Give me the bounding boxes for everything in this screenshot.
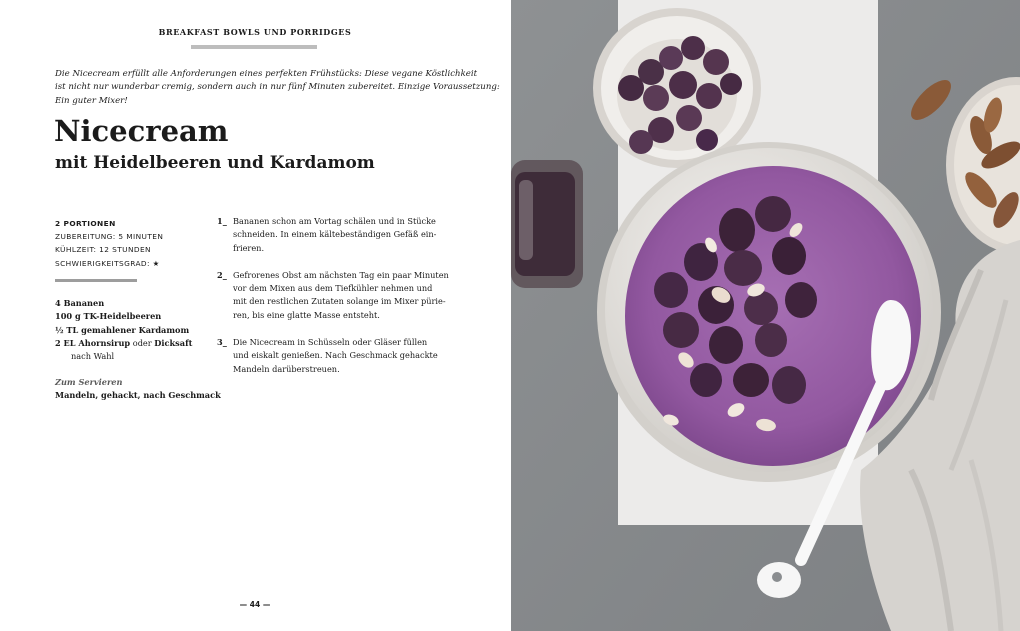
portions: 2 PORTIONEN (55, 219, 116, 228)
step-text (233, 336, 467, 376)
recipe-photo (511, 0, 1020, 631)
step-line: und eiskalt genießen. Nach Geschmack gehackte (233, 350, 438, 361)
step-line: Bananen schon am Vortag schälen und in Stücke (233, 216, 436, 226)
section-rule (191, 45, 317, 49)
ingredient-name: TK-Heidelbeeren (83, 311, 162, 322)
berry-bowl (593, 8, 761, 168)
ingredient-list (55, 297, 192, 363)
intro-text (55, 68, 500, 108)
difficulty: SCHWIERIGKEITSGRAD: ★ (55, 258, 160, 268)
step-number: 3_ (217, 337, 227, 348)
step-number: 2_ (217, 269, 227, 280)
step-line: vor dem Mixen aus dem Tiefkühler nehmen und (233, 283, 433, 294)
step-line: frieren. (233, 242, 265, 253)
ingredient-qty: 4 (55, 298, 64, 308)
step-1 (217, 215, 467, 255)
step-line: schneiden. In einem kältebeständigen Gefäß ein- (233, 229, 437, 240)
ingredient-qty: 100 g (55, 311, 84, 322)
recipe-meta (55, 217, 163, 270)
recipe-subtitle: mit Heidelbeeren und Kardamom (55, 153, 375, 173)
page-number: — 44 — (239, 600, 271, 609)
step-2 (217, 269, 467, 322)
ingredient-name: gemahlener Kardamom (81, 324, 190, 335)
intro-line: ist nicht nur wunderbar cremig, sondern auch in nur fünf Minuten zubereitet. Einzige Voraussetzung: (55, 82, 500, 93)
serve-heading: Zum Servieren (55, 377, 123, 387)
ingredient-item (55, 310, 192, 323)
prep-time: ZUBEREITUNG: 5 MINUTEN (55, 232, 164, 242)
ingredient-name-alt: Dicksaft (154, 337, 193, 348)
step-line: mit den restlichen Zutaten solange im Mixer pürie- (233, 296, 446, 307)
ingredient-item (55, 337, 192, 350)
meta-rule (55, 279, 137, 282)
intro-line: Ein guter Mixer! (55, 95, 128, 106)
step-line: ren, bis eine glatte Masse entsteht. (233, 309, 380, 320)
ingredient-continuation: nach Wahl (71, 351, 115, 362)
recipe-title: Nicecream (54, 114, 229, 148)
ingredient-connector: oder (130, 337, 155, 348)
step-text (233, 269, 467, 322)
step-line: Mandeln darüberstreuen. (233, 363, 340, 374)
cooling-time: KÜHLZEIT: 12 STUNDEN (55, 245, 151, 255)
ingredient-name: Bananen (63, 298, 105, 308)
photo-illustration (511, 0, 1020, 631)
step-text (233, 215, 467, 255)
intro-line: Die Nicecream erfüllt alle Anforderungen eines perfekten Frühstücks: Diese vegane Köstlichkeit (55, 69, 478, 79)
ingredient-item (55, 297, 192, 310)
instruction-steps (217, 215, 467, 390)
section-title: BREAKFAST BOWLS UND PORRIDGES (158, 27, 352, 37)
ingredient-name: Ahornsirup (78, 337, 131, 348)
step-line: Gefrorenes Obst am nächsten Tag ein paar Minuten (233, 269, 449, 280)
serve-text: Mandeln, gehackt, nach Geschmack (55, 390, 221, 400)
step-number: 1_ (217, 216, 227, 226)
ingredient-qty: ½ TL (55, 324, 82, 335)
step-3 (217, 336, 467, 376)
ingredient-qty: 2 EL (55, 337, 79, 348)
ingredient-item (55, 324, 192, 337)
jar (511, 160, 583, 288)
step-line: Die Nicecream in Schüsseln oder Gläser füllen (233, 337, 428, 348)
